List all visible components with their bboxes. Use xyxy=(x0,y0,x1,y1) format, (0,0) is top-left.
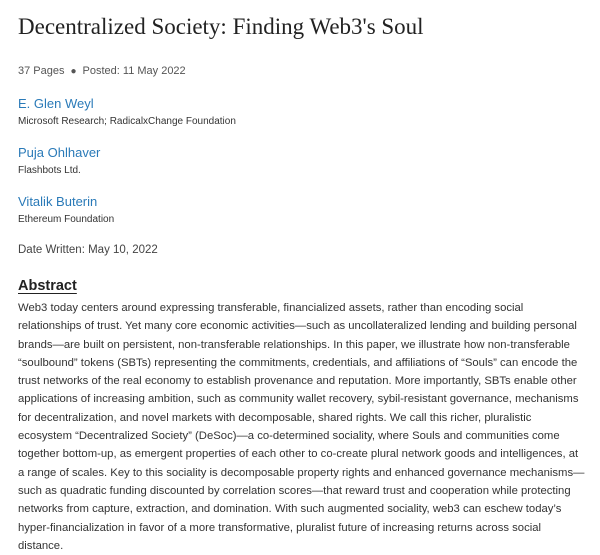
date-written: Date Written: May 10, 2022 xyxy=(18,244,158,256)
posted-date: Posted: 11 May 2022 xyxy=(82,65,186,77)
abstract-text: Web3 today centers around expressing transferable, financialized assets, rather than encoding social relationships of trust. Yet many core economic activities—such as uncollateralized lending and building personal brands—are built on persistent, non-transferable relationships. In this paper, we illustrate how non-transferable “soulbound” tokens (SBTs) representing the commitments, credentials, and affiliations of “Souls” can encode the trust networks of the real economy to establish provenance and reputation. More importantly, SBTs enable other applications of increasing ambition, such as community wallet recovery, sybil-resistant governance, mechanisms for decentralization, and novel markets with decomposable, shared rights. We call this richer, pluralistic ecosystem “Decentralized Society” (DeSoc)—a co-determined sociality, where Souls and communities come together bottom-up, as emergent properties of each other to co-create plural network goods and intelligences, at a range of scales. Key to this sociality is decomposable property rights and enhanced governance mechanisms—such as quadratic funding discounted by correlation scores—that reward trust and cooperation while protecting networks from capture, extraction, and domination. With such augmented sociality, web3 can eschew today’s hyper-financialization in favor of a more transformative, pluralist future of increasing returns across social distance. xyxy=(18,302,585,552)
bullet-separator: ● xyxy=(70,66,77,77)
author-affiliation: Flashbots Ltd. xyxy=(18,165,81,176)
author-affiliation: Ethereum Foundation xyxy=(18,214,115,225)
author-entry xyxy=(18,96,582,128)
paper-title: Decentralized Society: Finding Web3's Soul xyxy=(18,14,424,39)
author-entry xyxy=(18,145,582,177)
author-link[interactable]: Vitalik Buterin xyxy=(18,194,98,209)
author-link[interactable]: E. Glen Weyl xyxy=(18,96,94,111)
page-count: 37 Pages xyxy=(18,65,65,77)
author-link[interactable]: Puja Ohlhaver xyxy=(18,145,101,160)
paper-meta xyxy=(18,64,582,79)
abstract-heading: Abstract xyxy=(18,278,77,294)
author-list xyxy=(18,96,582,226)
author-entry xyxy=(18,194,582,226)
author-affiliation: Microsoft Research; RadicalxChange Foundation xyxy=(18,116,236,127)
